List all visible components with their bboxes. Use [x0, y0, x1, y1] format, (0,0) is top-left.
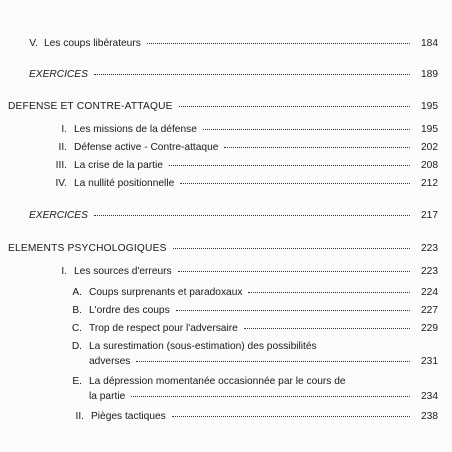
- toc-entry-title-line1: La surestimation (sous-estimation) des possibilités: [89, 341, 317, 352]
- toc-entry[interactable]: [0, 69, 452, 83]
- toc-entry-title: Pièges tactiques: [91, 411, 166, 422]
- toc-entry-page: 229: [421, 323, 438, 334]
- toc-entry[interactable]: [0, 411, 452, 425]
- dot-leader: [203, 129, 410, 130]
- toc-entry-number: II.: [58, 142, 67, 153]
- toc-entry-title: L'ordre des coups: [89, 305, 170, 316]
- toc-entry[interactable]: [0, 210, 452, 224]
- toc-entry[interactable]: [0, 305, 452, 319]
- toc-entry-number: V.: [29, 38, 38, 49]
- dot-leader: [180, 183, 410, 184]
- toc-entry-page: 208: [421, 160, 438, 171]
- toc-entry-title-line1: La dépression momentanée occasionnée par le cours de: [89, 376, 346, 387]
- dot-leader: [169, 165, 410, 166]
- toc-entry-page: 189: [421, 69, 438, 80]
- toc-chapter-title: DEFENSE ET CONTRE-ATTAQUE: [8, 101, 173, 112]
- toc-section-title: EXERCICES: [29, 69, 88, 80]
- toc-section-title: EXERCICES: [29, 210, 88, 221]
- toc-entry-title-line2: la partie: [89, 391, 126, 402]
- toc-entry-number: III.: [55, 160, 67, 171]
- toc-entry-title: Les sources d'erreurs: [74, 266, 172, 277]
- toc-entry[interactable]: [0, 341, 452, 371]
- toc-entry-number: E.: [72, 376, 82, 387]
- dot-leader: [248, 292, 410, 293]
- toc-entry-number: II.: [75, 411, 84, 422]
- toc-entry-page: 238: [421, 411, 438, 422]
- dot-leader: [94, 74, 410, 75]
- toc-entry-title: Les missions de la défense: [74, 124, 197, 135]
- toc-entry-page: 195: [421, 124, 438, 135]
- dot-leader: [176, 310, 410, 311]
- dot-leader: [94, 215, 410, 216]
- toc-entry-title: La crise de la partie: [74, 160, 163, 171]
- toc-entry-number: I.: [61, 124, 67, 135]
- toc-entry-page: 184: [421, 38, 438, 49]
- dot-leader: [173, 248, 410, 249]
- toc-entry[interactable]: [0, 243, 452, 257]
- toc-entry[interactable]: [0, 142, 452, 156]
- toc-entry-page: 202: [421, 142, 438, 153]
- dot-leader: [179, 106, 410, 107]
- toc-entry[interactable]: [0, 178, 452, 192]
- toc-entry-title: La nullité positionnelle: [74, 178, 175, 189]
- toc-entry[interactable]: [0, 38, 452, 52]
- toc-entry-page: 212: [421, 178, 438, 189]
- toc-entry-number: IV.: [55, 178, 67, 189]
- dot-leader: [172, 416, 410, 417]
- toc-entry-title: Coups surprenants et paradoxaux: [89, 287, 243, 298]
- dot-leader: [224, 147, 410, 148]
- toc-entry-page: 231: [421, 356, 438, 367]
- toc-entry[interactable]: [0, 266, 452, 280]
- toc-entry[interactable]: [0, 323, 452, 337]
- toc-entry-page: 217: [421, 210, 438, 221]
- toc-entry-number: A.: [72, 287, 82, 298]
- dot-leader: [147, 43, 410, 44]
- toc-entry-title-line2: adverses: [89, 356, 131, 367]
- toc-chapter-title: ELEMENTS PSYCHOLOGIQUES: [8, 243, 167, 254]
- toc-entry[interactable]: [0, 287, 452, 301]
- toc-entry-page: 223: [421, 243, 438, 254]
- toc-entry[interactable]: [0, 101, 452, 115]
- toc-entry[interactable]: [0, 124, 452, 138]
- toc-entry-number: D.: [71, 341, 82, 352]
- toc-entry-number: B.: [72, 305, 82, 316]
- toc-entry-title: Trop de respect pour l'adversaire: [89, 323, 238, 334]
- toc-entry-number: C.: [71, 323, 82, 334]
- dot-leader: [244, 328, 410, 329]
- toc-entry-page: 234: [421, 391, 438, 402]
- toc-entry-page: 227: [421, 305, 438, 316]
- dot-leader: [136, 361, 410, 362]
- toc-entry-title: Défense active - Contre-attaque: [74, 142, 219, 153]
- toc-entry[interactable]: [0, 160, 452, 174]
- toc-entry-page: 223: [421, 266, 438, 277]
- toc-entry-page: 195: [421, 101, 438, 112]
- toc-entry-number: I.: [61, 266, 67, 277]
- toc-entry-page: 224: [421, 287, 438, 298]
- dot-leader: [131, 396, 410, 397]
- toc-entry-title: Les coups libérateurs: [44, 38, 141, 49]
- toc-entry[interactable]: [0, 376, 452, 406]
- dot-leader: [178, 271, 410, 272]
